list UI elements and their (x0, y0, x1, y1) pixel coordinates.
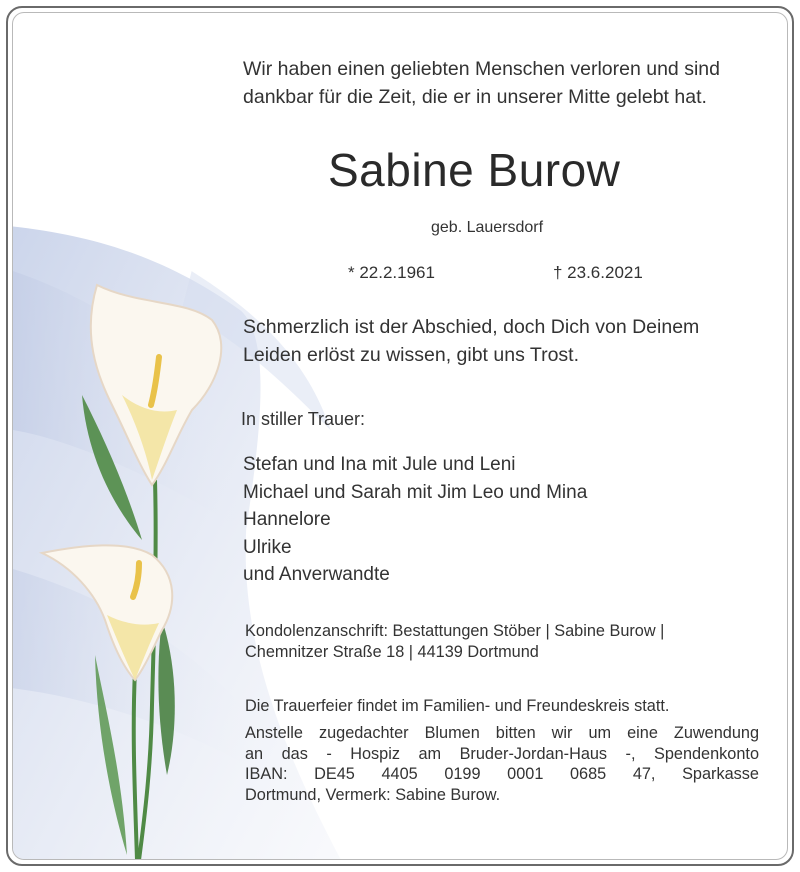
birth-date: * 22.2.1961 (348, 263, 435, 282)
death-date: † 23.6.2021 (553, 263, 643, 282)
farewell-line: Leiden erlöst zu wissen, gibt uns Trost. (243, 344, 580, 366)
mourner-line: Michael und Sarah mit Jim Leo und Mina (243, 481, 588, 503)
intro-line: Wir haben einen geliebten Menschen verloren und sind (243, 58, 720, 80)
intro-text (243, 55, 720, 111)
mourning-heading: In stiller Trauer: (241, 409, 366, 429)
mourner-line: Hannelore (243, 509, 331, 530)
mourner-line: Stefan und Ina mit Jule und Leni (243, 454, 516, 475)
donation-line: IBAN: DE45 4405 0199 0001 0685 47, Sparkasse (245, 765, 759, 783)
condolence-address (245, 621, 664, 662)
condolence-line: Kondolenzanschrift: Bestattungen Stöber | Sabine Burow | (245, 622, 665, 640)
obituary-card (6, 6, 794, 866)
mourner-line: und Anverwandte (243, 564, 390, 585)
donation-line: Dortmund, Vermerk: Sabine Burow. (245, 785, 501, 804)
birth-name: geb. Lauersdorf (431, 219, 544, 236)
donation-line: Anstelle zugedachter Blumen bitten wir um eine Zuwendung (245, 724, 759, 742)
condolence-line: Chemnitzer Straße 18 | 44139 Dortmund (245, 642, 539, 661)
calla-lily-illustration (27, 275, 247, 860)
farewell-line: Schmerzlich ist der Abschied, doch Dich von Deinem (243, 316, 700, 338)
donation-line: an das - Hospiz am Bruder-Jordan-Haus -, Spendenkonto (245, 744, 759, 763)
deceased-name: Sabine Burow (328, 144, 621, 196)
mourners-list (243, 451, 587, 589)
ceremony-note: Die Trauerfeier findet im Familien- und Freundeskreis statt. (245, 697, 670, 715)
donation-request (245, 723, 759, 805)
intro-line: dankbar für die Zeit, die er in unserer Mitte gelebt hat. (243, 86, 707, 108)
farewell-text (243, 313, 699, 369)
mourner-line: Ulrike (243, 536, 292, 558)
inner-border (12, 12, 788, 860)
